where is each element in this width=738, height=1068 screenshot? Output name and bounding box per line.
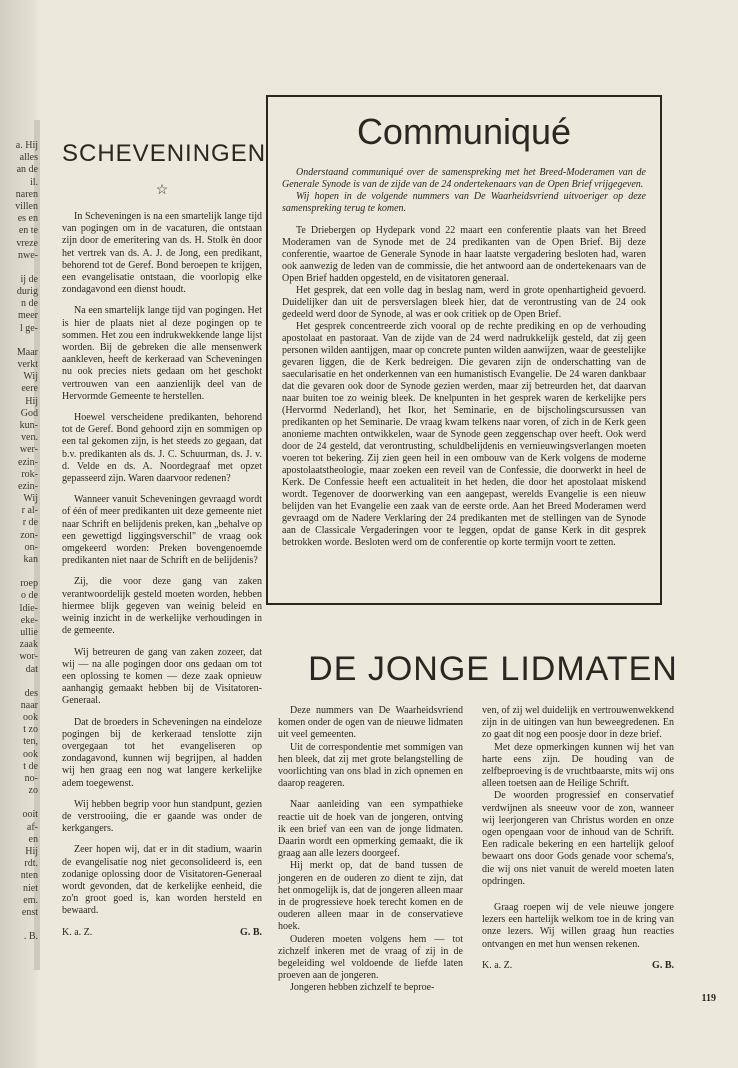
bleed-fragment: Hij — [25, 845, 38, 857]
paragraph: Hoewel verscheidene predikanten, behorend tot de Geref. Bond gehoord zijn en sommigen op een tal gekomen zijn, is het steeds zo gegaan, dat b.v. predikanten als ds. J. C. Schuurman, ds. J. v. d. Velde en ds. A. Noordegraaf met opzet gepasseerd zijn. Waren daarvoor redenen? — [62, 412, 262, 485]
bleed-fragment: rok- — [21, 468, 38, 480]
bleed-fragment: wor- — [19, 651, 38, 663]
bleed-fragment: Wij — [23, 493, 38, 505]
paragraph: Uit de correspondentie met sommigen van hen bleek, dat zij met grote belangstelling de voorlichting van ons blad in zich opnemen en daarop reageren. — [278, 741, 463, 790]
bleed-fragment: r de — [22, 517, 38, 529]
bleed-fragment: Wij — [23, 371, 38, 383]
bleed-fragment: ven. — [21, 432, 38, 444]
bleed-fragment: nten — [20, 870, 38, 882]
bleed-fragment: rdt. — [24, 858, 38, 870]
bleed-fragment: no- — [24, 773, 38, 784]
paragraph: Zeer hopen wij, dat er in dit stadium, waarin de evangelisatie nog niet geconsolideerd is, een zodanige oplossing door de Visitatoren-Generaal wordt gevonden, dat de kerkelijke eenheid, die zo'n groot goed is, kan worden hersteld en bewaard. — [62, 844, 262, 917]
paragraph: Wij betreuren de gang van zaken zozeer, dat wij — na alle pogingen door ons gedaan om tot een oplossing te komen — deze zaak opnieuw aanhangig gemaakt hebben bij de Visitatoren-Generaal. — [62, 646, 262, 707]
bleed-fragment: ook — [23, 748, 38, 760]
bleed-fragment: Hij — [25, 395, 38, 407]
signature — [62, 927, 262, 938]
paragraph: Graag roepen wij de vele nieuwe jongere lezers een hartelijk welkom toe in de kring van onze lezers. Wij willen graag hun reacties ontvangen en met hun wensen rekenen. — [482, 902, 674, 950]
star-ornament-icon: ☆ — [155, 183, 169, 198]
paragraph: ven, of zij wel duidelijk en vertrouwenwekkend zijn in de uitingen van hun beweegredenen. En zo gaat dit nog een poosje door in deze brief. — [482, 705, 674, 741]
bleed-fragment: il. — [29, 176, 38, 188]
bleed-fragment: enst — [21, 906, 38, 918]
bleed-fragment: n de — [21, 298, 38, 310]
signature-right: G. B. — [652, 959, 674, 971]
communique-title: Communiqué — [356, 111, 572, 152]
paragraph: Het gesprek, dat een volle dag in beslag nam, werd in grote openhartigheid gevoerd. Duidelijker dan uit de persverslagen bleek hier, dat de verontrusting van de 24 ook gedeeld werd door de Synode, al was er ook critiek op de Open Brief. — [282, 285, 646, 320]
paragraph: Met deze opmerkingen kunnen wij het van harte eens zijn. De houding van de zelfbeproeving is de vruchtbaarste, mits wij ons alleen toetsen aan de Heilige Schrift. — [482, 741, 674, 790]
bleed-fragment: vreze — [16, 237, 38, 249]
signature-left: K. a. Z. — [482, 959, 513, 971]
bleed-fragment: ooit — [22, 809, 38, 821]
paragraph: Hij merkt op, dat de band tussen de jongeren en de ouderen zo dient te zijn, dat het onmogelijk is, dat de jongeren alleen maar in de progressieve hoek terecht komen en de ouderen alleen maar in de conservatieve hoek. — [278, 860, 463, 933]
bleed-fragment: ezin- — [18, 480, 38, 492]
paragraph: Naar aanleiding van een sympathieke reactie uit de hoek van de jongeren, ontving ik een brief van een van de jonge lidmaten. Daarin wordt een opmerking gemaakt, die ik graag aan alle lezers doorgeef. — [278, 799, 463, 860]
bleed-fragment: an de — [16, 164, 38, 176]
bleed-fragment: roep — [20, 578, 38, 590]
bleed-fragment: r al- — [21, 505, 38, 517]
bleed-fragment: zaak — [19, 639, 38, 651]
bleed-fragment: Maar — [16, 346, 38, 358]
jonge-lidmaten-title: DE JONGE LIDMATEN — [308, 650, 678, 688]
bleed-fragment: ten, — [23, 736, 38, 748]
bleed-fragment: af- — [26, 821, 38, 833]
paragraph: Wij hebben begrip voor hun standpunt, gezien de verstrooiing, die er gaande was onder de kerkgangers. — [62, 798, 262, 835]
scheveningen-title: SCHEVENINGEN — [62, 140, 267, 167]
bleed-fragment — [2, 919, 38, 931]
communique-intro: Wij hopen in de volgende nummers van De Waarheidsvriend uitvoeriger op deze samenspreking terug te komen. — [282, 191, 646, 214]
bleed-fragment: em. — [23, 894, 38, 906]
bleed-fragment: naren — [15, 188, 38, 200]
bleed-fragment: durig — [16, 286, 38, 298]
bleed-fragment: kan — [23, 554, 38, 565]
bleed-fragment — [2, 335, 38, 347]
paragraph: Wanneer vanuit Scheveningen gevraagd wordt of één of meer predikanten uit deze gemeente niet naar Schrift en belijdenis preken, kan „behalve op een gewettigd liggingsverschil" de vraag ook omgekeerd worden: Preken bovengenoemde predikanten niet naar de Schrift en de belijdenis? — [62, 494, 262, 567]
previous-page-bleed — [2, 140, 38, 943]
bleed-fragment: ezin- — [18, 456, 38, 468]
jonge-lidmaten-column-1 — [278, 705, 463, 1004]
bleed-fragment: des — [24, 687, 38, 699]
paragraph: In Scheveningen is na een smartelijk lange tijd van pogingen om in de vacaturen, die ontstaan zijn door de emeritering van ds. H. Stolk èn door het vertrek van ds. A. J. de Jong, een predikant, behorend tot de Geref. Bond beroepen te krijgen, een evangelisatie ontstaan, die voorlopig elke zondagavond een dienst houdt. — [62, 211, 262, 296]
bleed-fragment: God — [20, 407, 38, 419]
bleed-fragment: l ge- — [19, 322, 38, 334]
bleed-fragment — [2, 797, 38, 809]
bleed-fragment: wer- — [19, 444, 38, 456]
bleed-fragment: ullie — [20, 626, 38, 638]
signature — [482, 960, 674, 971]
bleed-fragment: naar — [20, 699, 38, 711]
bleed-fragment: o de — [21, 590, 38, 602]
signature-left: K. a. Z. — [62, 926, 93, 938]
bleed-fragment: . B. — [23, 931, 38, 943]
bleed-fragment: alles — [19, 152, 38, 164]
bleed-fragment: niet — [23, 882, 38, 894]
bleed-fragment: t zo — [23, 724, 38, 736]
bleed-fragment: eere — [21, 383, 38, 395]
scheveningen-article — [62, 140, 267, 938]
paragraph: Dat de broeders in Scheveningen na eindeloze pogingen bij de kerkeraad tenslotte zijn overgegaan tot het evangeliseren op zondagavond, kunnen wij begrijpen, al hadden wij hen graag een nog wat langere kerkelijke adem toegewenst. — [62, 716, 262, 789]
bleed-fragment: on- — [24, 541, 38, 553]
paragraph: Zij, die voor deze gang van zaken verantwoordelijk gesteld moeten worden, hebben hiermee blijk gegeven van weinig beleid en weinig inzicht in de werkelijke verhoudingen in de gemeente. — [62, 576, 262, 637]
bleed-fragment: zo — [28, 785, 38, 797]
bleed-fragment: en — [28, 833, 38, 845]
bleed-fragment: kun- — [19, 419, 38, 431]
bleed-fragment — [2, 566, 38, 578]
paragraph: Het gesprek concentreerde zich vooral op de rechte prediking en op de verhouding apostolaat en pastoraat. Van de zijde van de 24 werd nadrukkelijk gesteld, dat zij geen personen wilden aantijgen, maar op concrete punten wilden aanwijzen, waar de geestelijke gevaren liggen, die de Kerk bedreigen. Die gevaren zijn de onderschatting van de saecularisatie en het onderkennen van een humanistisch Evangelie. De 24 waren dankbaar dat die gevaren ook door de Synode gezien werden, maar zij betreurden het, dat daarvan naar buiten toe zo weinig bleek. De knelpunten in het gesprek waren de kerkelijke pers (Hervormd Nederland), het Ikor, het Seminarie, en de bijscholingscursussen van predikanten op het Seminarie. De vraag kwam telkens naar voren, of zich in de Kerk geen anonieme machten ontwikkelen, waar de Synode geen zeggenschap over heeft. Ook werd door de 24 gesteld, dat verontrusting, schuldbelijdenis en vernieuwingsverlangen moeten voeren tot bekering. Zij zien geen heil in een ombouw van de Kerk volgens de moderne apostolaatstheologie, maar zoeken een reveil van de Confessie, die doorwerkt in heel de Kerk. De Confessie heeft een actualiteit in het heden, die door het apostolaat miskend wordt. Tegenover de doorwerking van een aangepast, werelds Evangelie is een nieuw belijden van het Evangelie een zaak van de eerste orde. Aan het Breed Moderamen werd gevraagd om de Nadere Verklaring der 24 predikanten met de stellingen van de Synode aan de Classicale Vergaderingen voor te leggen, opdat de ganse Kerk in dit gesprek betrokken worde. Besloten werd om de conferentie op korte termijn voort te zetten. — [282, 321, 646, 548]
bleed-fragment — [2, 676, 38, 688]
page-number: 119 — [701, 993, 716, 1004]
bleed-fragment: verkt — [17, 359, 38, 370]
bleed-fragment: ook — [23, 712, 38, 724]
signature-right: G. B. — [240, 926, 262, 938]
bleed-fragment: meer — [18, 310, 38, 322]
paragraph: Jongeren hebben zichzelf te beproe- — [290, 982, 435, 994]
bleed-fragment: eke- — [20, 614, 38, 626]
bleed-fragment — [2, 262, 38, 274]
paragraph: Te Driebergen op Hydepark vond 22 maart een conferentie plaats van het Breed Moderamen van de Synode met de 24 predikanten van de Open Brief. Bij deze conferentie, waartoe de Generale Synode in haar laatste vergadering besloten had, waren ook aanwezig de leden van de commissie, die het antwoord aan de ondertekenaars van de Open Brief hadden opgesteld, en de visitatoren generaal. — [282, 225, 646, 284]
bleed-fragment: zon- — [20, 529, 38, 541]
bleed-fragment: nwe- — [18, 249, 38, 261]
bleed-fragment: t de — [23, 760, 38, 772]
paragraph: De woorden progressief en conservatief verdwijnen als sneeuw voor de zon, wanneer wij leerjongeren van Christus worden en onze ogen opengaan voor de inhoud van de Schrift. Een radicale bekering en een hartelijk geloof bewaart ons door Gods genade voor schema's, die wij ons niet vanuit de wereld moeten laten opdringen. — [482, 790, 674, 887]
bleed-fragment: a. Hij — [15, 140, 38, 151]
paragraph: Deze nummers van De Waarheidsvriend komen onder de ogen van de nieuwe lidmaten uit veel gemeenten. — [278, 705, 463, 741]
bleed-fragment: es en — [17, 213, 38, 225]
bleed-fragment: ldie- — [19, 602, 38, 614]
paragraph: Na een smartelijk lange tijd van pogingen. Het is hier de plaats niet al deze pogingen op te sommen. Het zou een indrukwekkende lange lijst worden. Bij de gebreken die alle mensenwerk aankleven, heeft de kerkeraad van Scheveningen nu ook precies niets gedaan om het geschokt vertrouwen van een aanzienlijk deel van de Hervormde Gemeente te herstellen. — [62, 305, 262, 402]
communique-box — [266, 95, 662, 605]
bleed-fragment: dat — [25, 663, 38, 675]
paragraph: Ouderen moeten volgens hem — tot zichzelf inkeren met de vraag of zij in de begeleiding wel voldoende de liefde laten proeven aan de jongeren. — [278, 933, 463, 982]
bleed-fragment: villen — [15, 200, 38, 212]
bleed-fragment: en te — [18, 225, 38, 237]
communique-intro: Onderstaand communiqué over de samenspreking met het Breed-Moderamen van de Generale Synode is van de zijde van de 24 ondertekenaars van de Open Brief vrijgegeven. — [282, 167, 646, 190]
bleed-fragment: ij de — [20, 273, 38, 285]
jonge-lidmaten-column-2 — [482, 705, 674, 971]
